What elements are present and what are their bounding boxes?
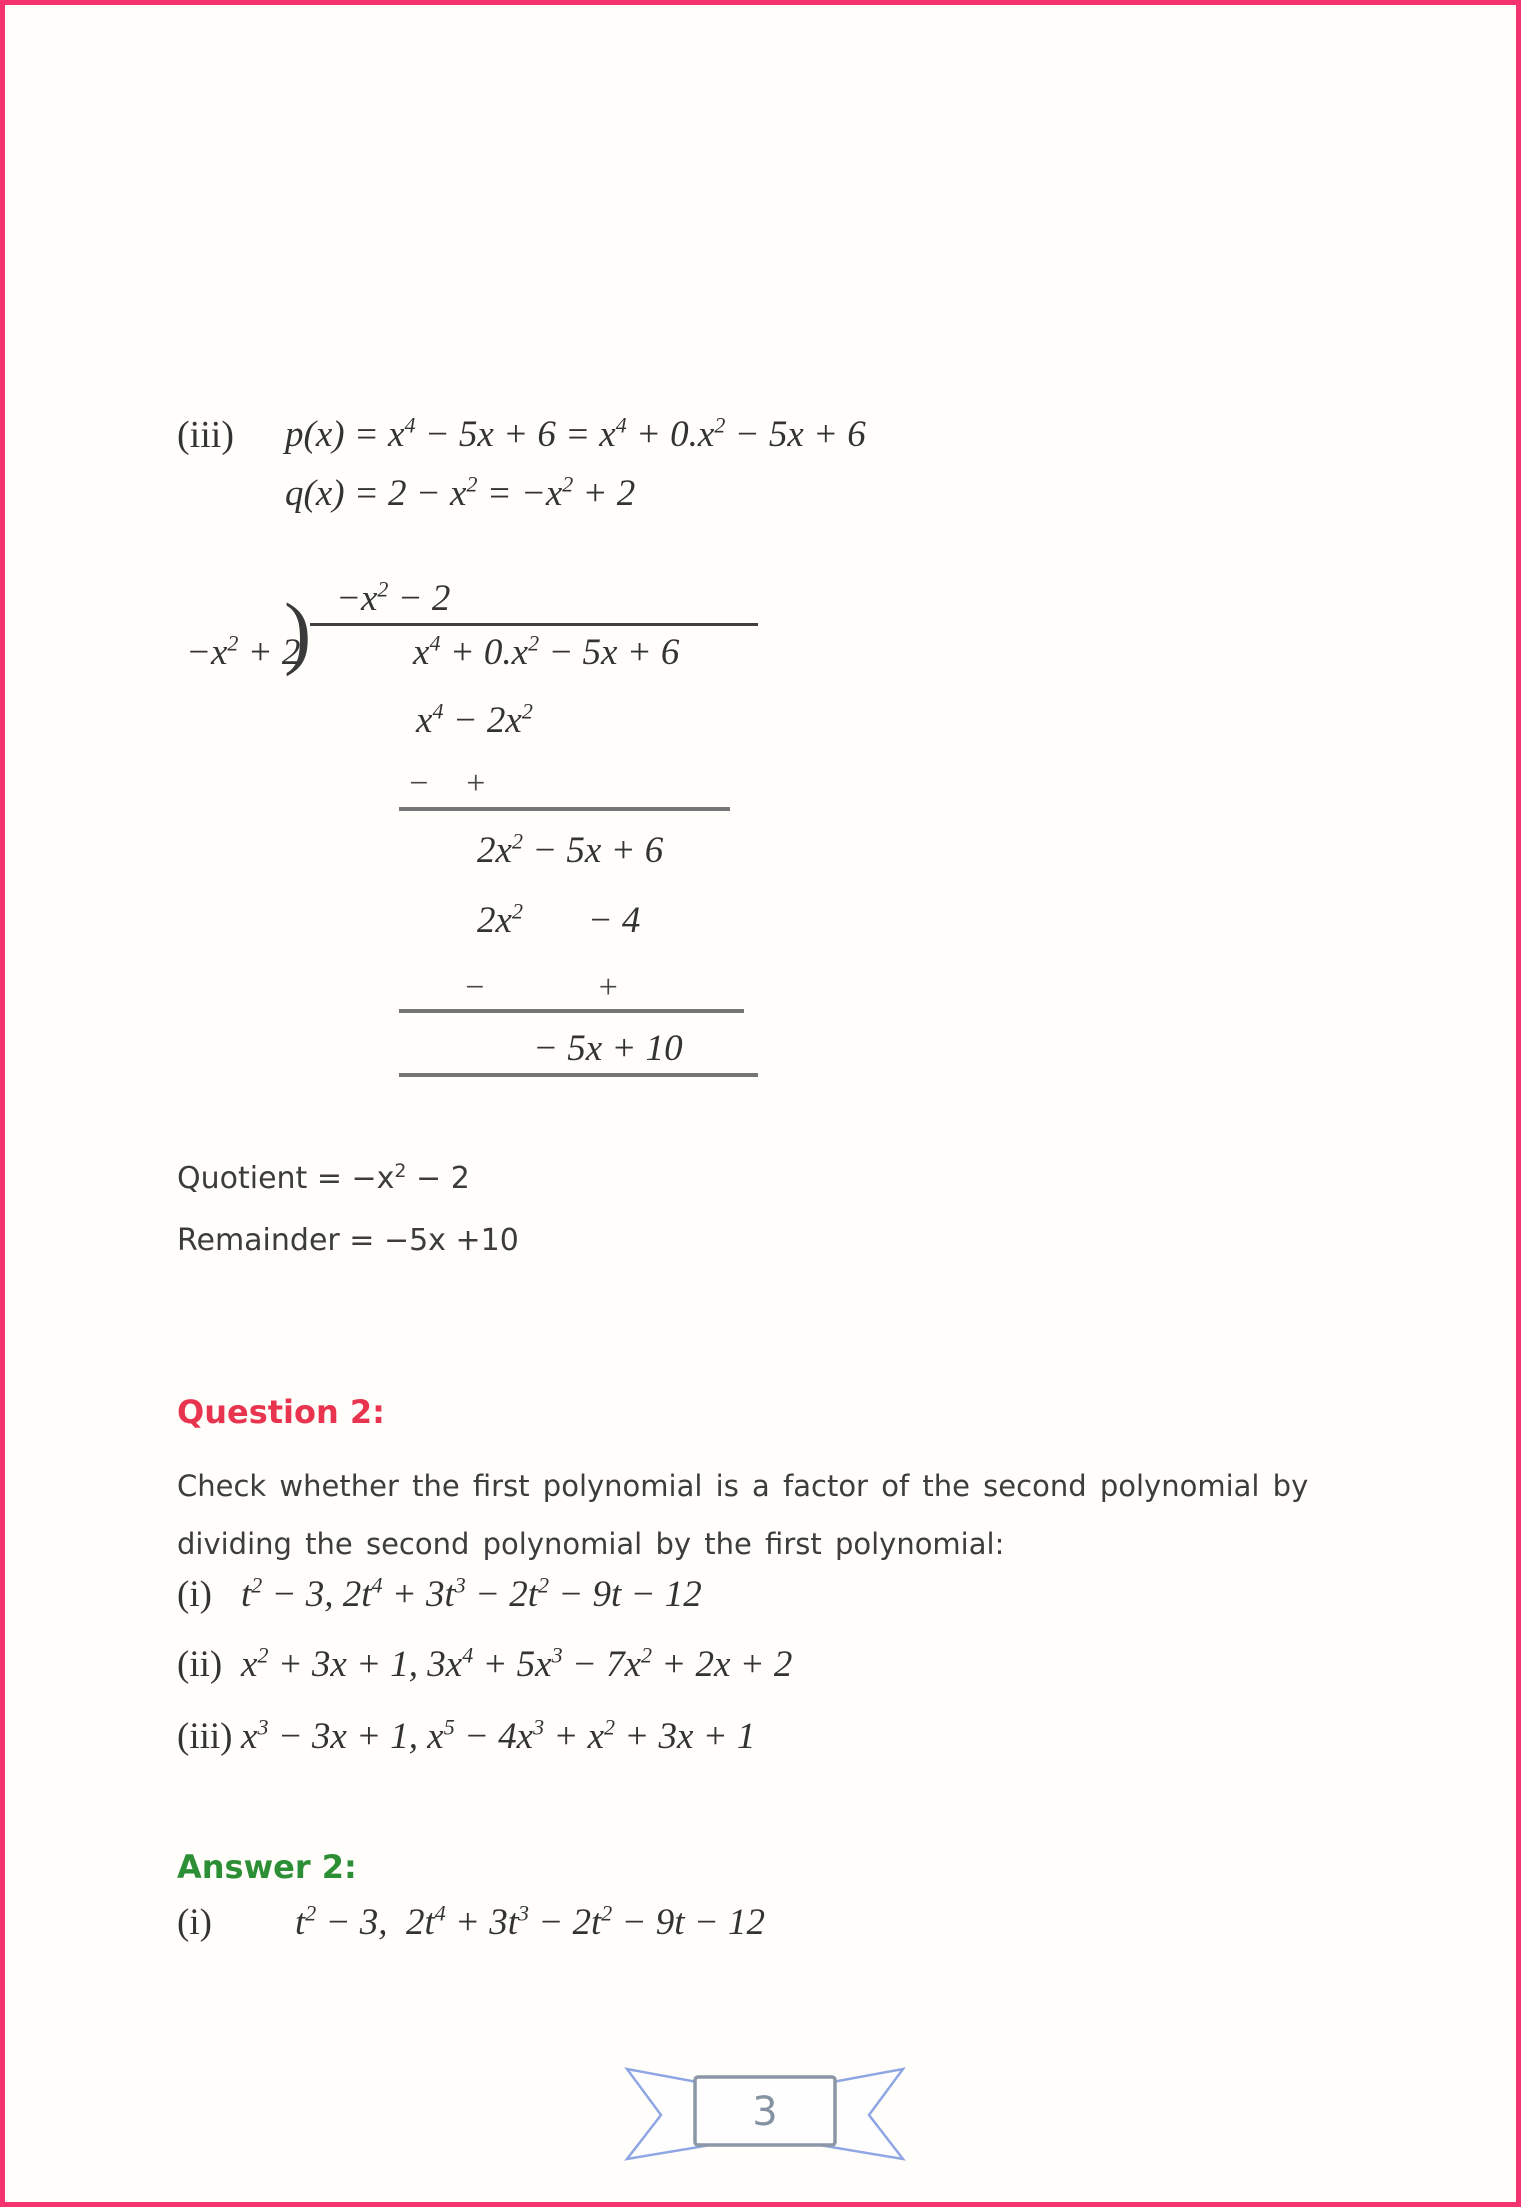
question-2-item-ii [177, 1643, 792, 1686]
question-2-item-i [177, 1573, 702, 1616]
division-rule-line-3 [399, 1073, 758, 1077]
division-step-subtract-term: $x^4 - 2x^2$ [416, 698, 533, 741]
answer-2-heading: Answer 2: [177, 1848, 357, 1886]
item-label: (iii) [177, 1716, 233, 1757]
item-label: (i) [177, 1902, 212, 1943]
item-math: $x^2 + 3x + 1$, $3x^4 + 5x^3 - 7x^2 + 2x + 2$ [241, 1642, 793, 1685]
item-label: (iii) [177, 414, 234, 456]
remainder-result-text: Remainder = −5x +10 [177, 1223, 519, 1258]
division-rule-line-1 [399, 807, 730, 811]
page-number-ribbon [615, 2057, 915, 2167]
division-final-remainder: − 5x + 10 [533, 1028, 683, 1069]
division-vinculum-line [310, 623, 758, 626]
quotient-result-text: Quotient = $-x^2 - 2$ [177, 1160, 470, 1196]
solution-equations [285, 413, 866, 531]
long-division-work [180, 576, 820, 1103]
question-2-heading: Question 2: [177, 1393, 385, 1431]
question-2-item-iii [177, 1715, 755, 1758]
item-label: (ii) [177, 1644, 223, 1685]
q-of-x-equation: $q(x) = 2 - x^2 = -x^2 + 2$ [285, 471, 636, 514]
answer-2-item-i [177, 1901, 765, 1944]
division-sign-row-2: − + [463, 969, 620, 1006]
item-math: $x^3 - 3x + 1$, $x^5 - 4x^3 + x^2 + 3x + 1$ [241, 1714, 756, 1757]
question-2-body-text: Check whether the first polynomial is a factor of the second polynomial by dividing the second polynomial by the first polynomial: [177, 1469, 1309, 1561]
division-sign-row-1: − + [407, 765, 487, 802]
p-of-x-equation: $p(x) = x^4 - 5x + 6 = x^4 + 0.x^2 - 5x + 6$ [285, 412, 866, 455]
division-divisor: $-x^2 + 2$ [186, 630, 301, 673]
division-dividend: $x^4 + 0.x^2 - 5x + 6$ [413, 630, 680, 673]
division-step-subtract-term-2: $2x^2$ − 4 [477, 898, 641, 941]
item-math: $t^2 - 3$, $2t^4 + 3t^3 - 2t^2 - 9t - 12$ [241, 1572, 702, 1615]
division-intermediate-remainder: $2x^2 - 5x + 6$ [477, 828, 664, 871]
division-rule-line-2 [399, 1009, 744, 1013]
division-bracket: ) [284, 586, 312, 677]
solution-part-iii [177, 413, 866, 531]
division-quotient: $-x^2 - 2$ [336, 576, 451, 619]
item-math: $t^2 - 3$, $2t^4 + 3t^3 - 2t^2 - 9t - 12$ [295, 1900, 765, 1943]
page-number: 3 [752, 2089, 778, 2135]
item-label: (i) [177, 1574, 212, 1615]
